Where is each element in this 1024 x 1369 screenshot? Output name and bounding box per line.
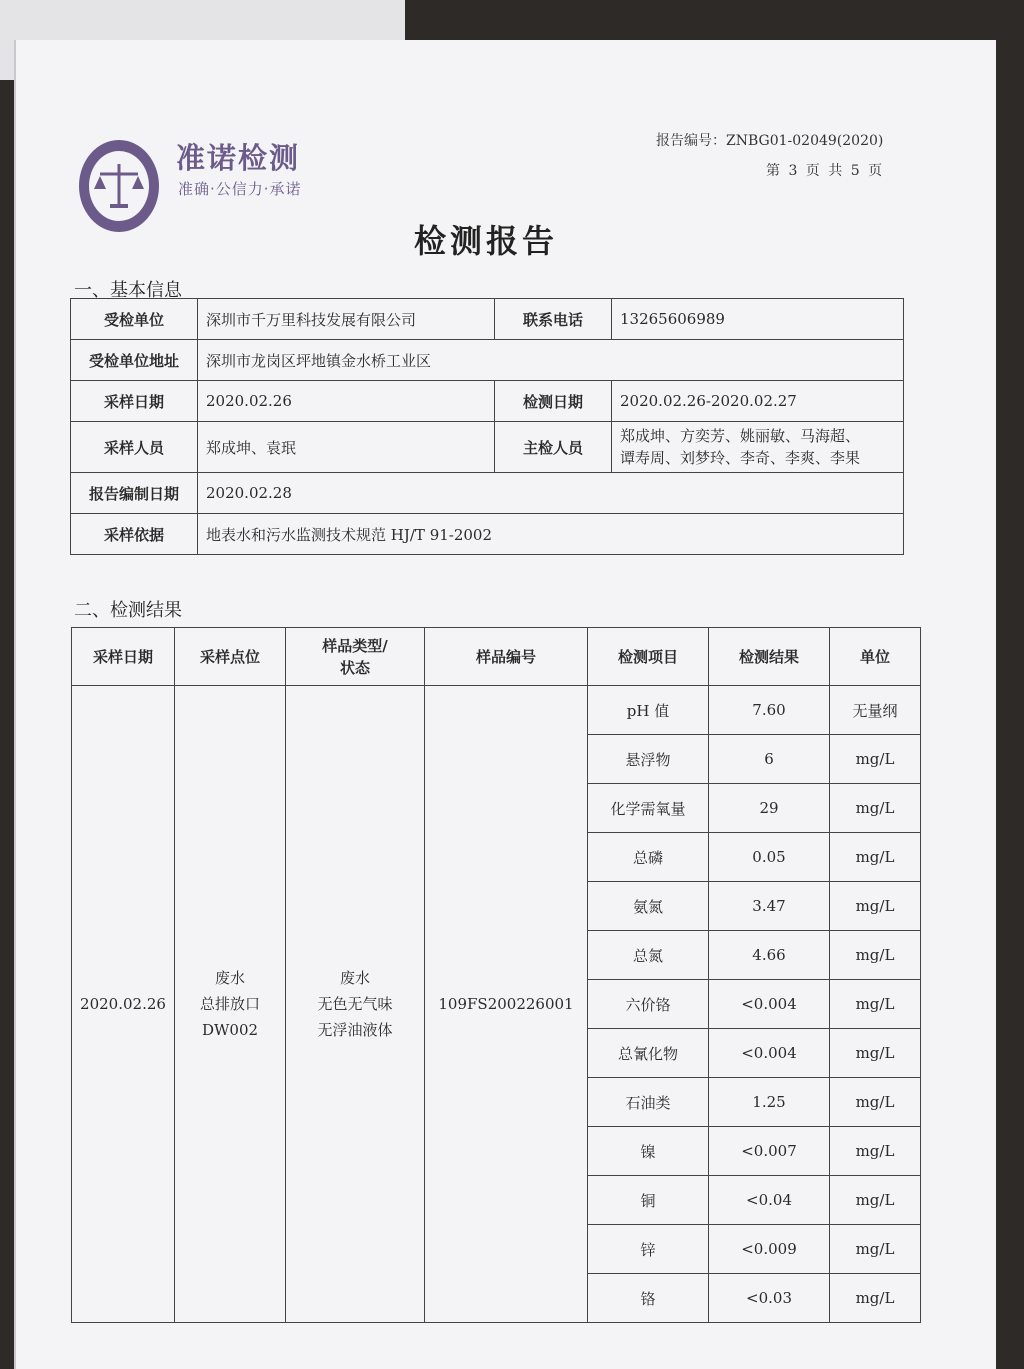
samplers-label: 采样人员 [71, 422, 198, 473]
sampling-date-value: 2020.02.26 [198, 381, 495, 422]
page-number: 第 3 页 共 5 页 [766, 163, 885, 179]
cell-result: 6 [709, 735, 830, 784]
cell-result: 29 [709, 784, 830, 833]
cell-unit: mg/L [830, 1225, 921, 1274]
col-unit-header: 单位 [830, 628, 921, 686]
cell-unit: mg/L [830, 931, 921, 980]
cell-item: 悬浮物 [588, 735, 709, 784]
col-sample-no-header: 样品编号 [425, 628, 588, 686]
sample-point-cell-line-3: DW002 [201, 1021, 259, 1039]
sampling-date-label: 采样日期 [71, 381, 198, 422]
col-type-header-line-2: 状态 [339, 658, 370, 677]
brand-name: 准诺检测 [176, 141, 301, 175]
section-basic-info-title: 一、基本信息 [74, 280, 182, 301]
col-type-header [286, 628, 425, 686]
report-page [14, 40, 996, 1369]
samplers-value: 郑成坤、袁珉 [198, 422, 495, 473]
cell-unit: mg/L [830, 1274, 921, 1323]
cell-unit: mg/L [830, 882, 921, 931]
col-type-header-line-1: 样品类型/ [322, 636, 388, 655]
basis-value: 地表水和污水监测技术规范 HJ/T 91-2002 [198, 514, 904, 555]
col-result-header: 检测结果 [709, 628, 830, 686]
sample-type-cell-line-3: 无浮油液体 [317, 1021, 393, 1039]
cell-result: 0.05 [709, 833, 830, 882]
report-number: 报告编号：ZNBG01-02049(2020) [656, 133, 884, 149]
cell-result: <0.004 [709, 1029, 830, 1078]
phone-label: 联系电话 [495, 299, 612, 340]
cell-unit: mg/L [830, 735, 921, 784]
cell-unit: mg/L [830, 1127, 921, 1176]
cell-result: 1.25 [709, 1078, 830, 1127]
cell-item: pH 值 [588, 686, 709, 735]
sample-no-cell [425, 686, 588, 1323]
cell-item: 总氰化物 [588, 1029, 709, 1078]
inspectors-label: 主检人员 [495, 422, 612, 473]
basic-info-table [70, 298, 904, 555]
cell-result: 3.47 [709, 882, 830, 931]
inspected-unit-label: 受检单位 [71, 299, 198, 340]
report-date-value: 2020.02.28 [198, 473, 904, 514]
sample-date-cell [72, 686, 175, 1323]
address-label: 受检单位地址 [71, 340, 198, 381]
cell-unit: mg/L [830, 1176, 921, 1225]
sample-date-cell-line-1: 2020.02.26 [80, 995, 166, 1013]
sample-type-cell-line-1: 废水 [339, 969, 370, 987]
document-title: 检测报告 [413, 222, 558, 260]
test-date-value: 2020.02.26-2020.02.27 [612, 381, 904, 422]
cell-result: <0.03 [709, 1274, 830, 1323]
sample-no-cell-line-1: 109FS200226001 [438, 995, 574, 1013]
sample-type-cell [286, 686, 425, 1323]
cell-unit: mg/L [830, 1078, 921, 1127]
cell-unit: 无量纲 [830, 686, 921, 735]
cell-unit: mg/L [830, 833, 921, 882]
cell-item: 铜 [588, 1176, 709, 1225]
cell-item: 总氮 [588, 931, 709, 980]
cell-item: 铬 [588, 1274, 709, 1323]
address-value: 深圳市龙岗区坪地镇金水桥工业区 [198, 340, 904, 381]
inspectors-value [612, 422, 904, 473]
sample-point-cell-line-2: 总排放口 [199, 995, 260, 1013]
col-date-header: 采样日期 [72, 628, 175, 686]
cell-unit: mg/L [830, 1029, 921, 1078]
results-table [71, 627, 921, 1323]
cell-item: 氨氮 [588, 882, 709, 931]
section-results-title: 二、检测结果 [74, 600, 182, 621]
inspectors-line-2: 谭寿周、刘梦玲、李奇、李爽、李果 [620, 449, 861, 467]
basis-label: 采样依据 [71, 514, 198, 555]
inspectors-line-1: 郑成坤、方奕芳、姚丽敏、马海超、 [620, 427, 861, 445]
cell-item: 化学需氧量 [588, 784, 709, 833]
table-row [72, 686, 921, 735]
cell-item: 石油类 [588, 1078, 709, 1127]
cell-unit: mg/L [830, 784, 921, 833]
cell-result: <0.009 [709, 1225, 830, 1274]
cell-result: <0.004 [709, 980, 830, 1029]
cell-item: 总磷 [588, 833, 709, 882]
report-date-label: 报告编制日期 [71, 473, 198, 514]
brand-slogan: 准确·公信力·承诺 [178, 180, 302, 198]
sample-point-cell [175, 686, 286, 1323]
cell-item: 锌 [588, 1225, 709, 1274]
phone-value: 13265606989 [612, 299, 904, 340]
cell-unit: mg/L [830, 980, 921, 1029]
sample-type-cell-line-2: 无色无气味 [317, 995, 393, 1013]
inspected-unit-value: 深圳市千万里科技发展有限公司 [198, 299, 495, 340]
col-item-header: 检测项目 [588, 628, 709, 686]
cell-result: 4.66 [709, 931, 830, 980]
col-point-header: 采样点位 [175, 628, 286, 686]
cell-item: 镍 [588, 1127, 709, 1176]
cell-item: 六价铬 [588, 980, 709, 1029]
cell-result: <0.007 [709, 1127, 830, 1176]
cell-result: <0.04 [709, 1176, 830, 1225]
cell-result: 7.60 [709, 686, 830, 735]
test-date-label: 检测日期 [495, 381, 612, 422]
sample-point-cell-line-1: 废水 [214, 969, 245, 987]
